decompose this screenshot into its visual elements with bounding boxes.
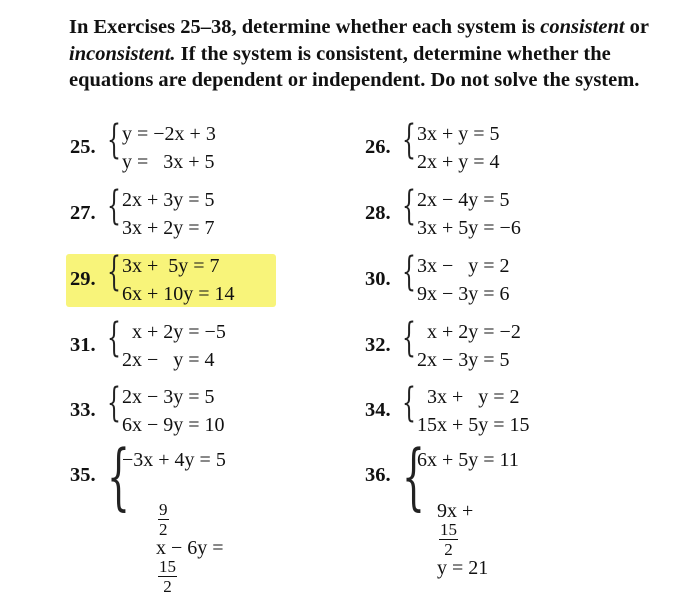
left-brace: { bbox=[107, 380, 121, 426]
equation-2: $\frac{9}{2}$ x − 6y = $\frac{15}{2}$ bbox=[156, 500, 224, 596]
exercise-number: 25. bbox=[70, 136, 96, 158]
exercise-number: 31. bbox=[70, 334, 96, 356]
exercise-number: 36. bbox=[365, 464, 391, 486]
equation-2: 2x + y = 4 bbox=[417, 151, 500, 173]
left-brace: { bbox=[402, 117, 416, 163]
left-brace: { bbox=[402, 249, 416, 295]
equation-2: 6x − 9y = 10 bbox=[122, 414, 225, 436]
left-brace: { bbox=[402, 183, 416, 229]
equation-2: 2x − y = 4 bbox=[122, 349, 215, 371]
left-brace: { bbox=[402, 380, 416, 426]
term-consistent: consistent bbox=[540, 16, 625, 38]
exercise-number: 28. bbox=[365, 202, 391, 224]
equation-2: 3x + 2y = 7 bbox=[122, 217, 215, 239]
exercise-number: 34. bbox=[365, 399, 391, 421]
equation-1: −3x + 4y = 5 bbox=[122, 449, 226, 471]
equation-1: 3x + 5y = 7 bbox=[122, 255, 220, 277]
equation-2: y = 3x + 5 bbox=[122, 151, 215, 173]
equation-2: 2x − 3y = 5 bbox=[417, 349, 510, 371]
fraction: $\frac{15}{2}$ bbox=[440, 520, 457, 559]
instructions-paragraph bbox=[69, 14, 669, 94]
equation-1: x + 2y = −2 bbox=[417, 321, 521, 343]
instructions-or: or bbox=[624, 16, 649, 38]
exercise-number: 32. bbox=[365, 334, 391, 356]
left-brace: { bbox=[402, 434, 425, 518]
equation-1: 3x + y = 5 bbox=[417, 123, 500, 145]
fraction: $\frac{15}{2}$ bbox=[159, 557, 176, 596]
equation-1: 2x − 3y = 5 bbox=[122, 386, 215, 408]
equation-1: 2x + 3y = 5 bbox=[122, 189, 215, 211]
exercise-number: 29. bbox=[70, 268, 96, 290]
equation-1: x + 2y = −5 bbox=[122, 321, 226, 343]
instructions-part1: In Exercises 25–38, determine whether each system is bbox=[69, 16, 536, 38]
left-brace: { bbox=[402, 315, 416, 361]
equation-1: 3x − y = 2 bbox=[417, 255, 510, 277]
equation-1: y = −2x + 3 bbox=[122, 123, 216, 145]
exercise-number: 35. bbox=[70, 464, 96, 486]
equation-2: 9x − 3y = 6 bbox=[417, 283, 510, 305]
equation-1: 2x − 4y = 5 bbox=[417, 189, 510, 211]
left-brace: { bbox=[107, 117, 121, 163]
left-brace: { bbox=[107, 315, 121, 361]
exercise-number: 33. bbox=[70, 399, 96, 421]
equation-2: 3x + 5y = −6 bbox=[417, 217, 521, 239]
exercise-number: 26. bbox=[365, 136, 391, 158]
instructions-part2: If the system is consistent, determine whether the equations are dependent or independent. Do not solve the system. bbox=[69, 42, 640, 91]
equation-2: 15x + 5y = 15 bbox=[417, 414, 530, 436]
left-brace: { bbox=[107, 249, 121, 295]
equation-1: 6x + 5y = 11 bbox=[417, 449, 519, 471]
left-brace: { bbox=[107, 183, 121, 229]
equation-2: 6x + 10y = 14 bbox=[122, 283, 235, 305]
equation-2: 9x + $\frac{15}{2}$ y = 21 bbox=[437, 500, 489, 579]
fraction: $\frac{9}{2}$ bbox=[159, 500, 168, 539]
term-inconsistent: inconsistent. bbox=[69, 42, 176, 65]
equation-1: 3x + y = 2 bbox=[417, 386, 520, 408]
left-brace: { bbox=[107, 434, 130, 518]
exercise-number: 27. bbox=[70, 202, 96, 224]
exercise-number: 30. bbox=[365, 268, 391, 290]
